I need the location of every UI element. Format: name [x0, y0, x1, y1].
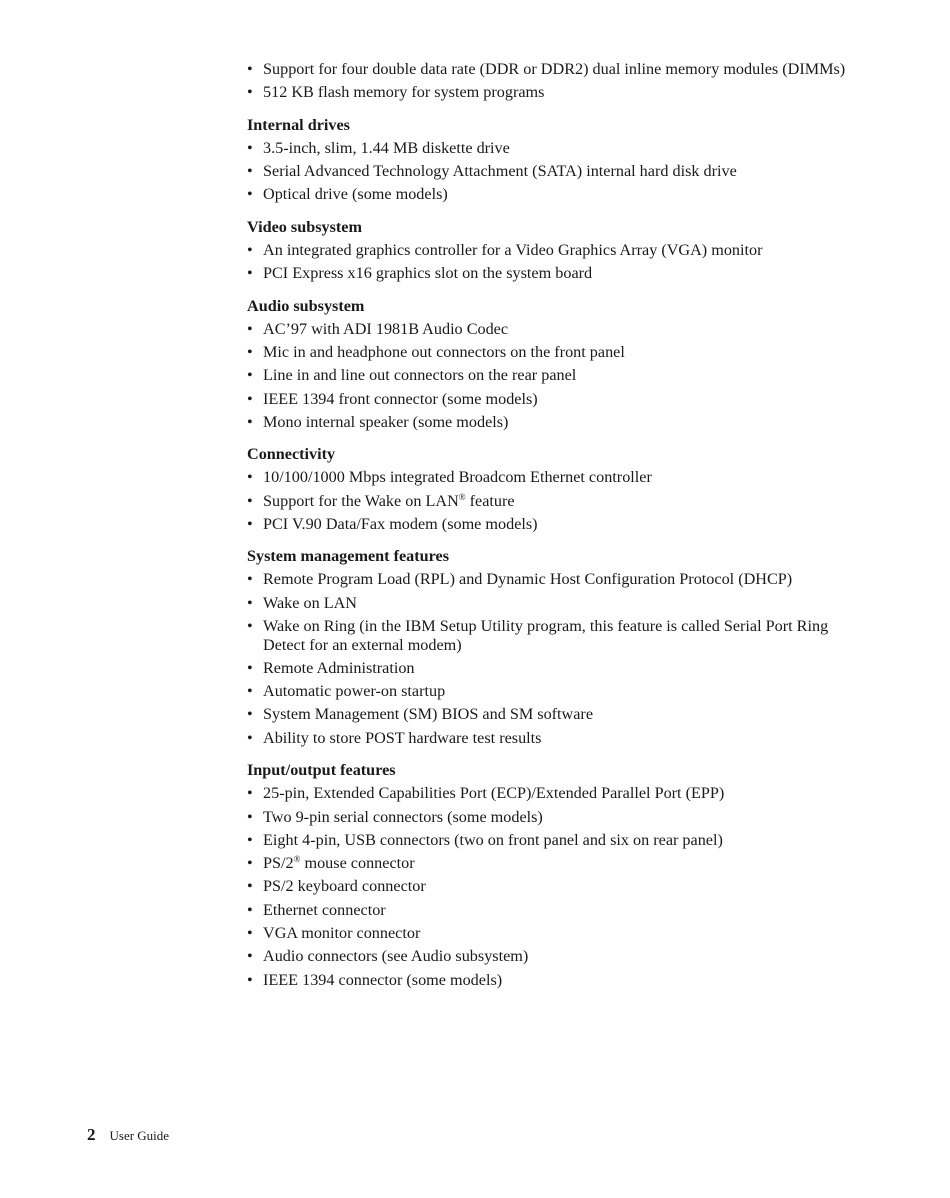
document-title: User Guide	[109, 1128, 170, 1143]
registered-mark: ®	[293, 854, 301, 865]
bullet-icon: •	[247, 784, 253, 803]
bullet-list	[247, 60, 847, 102]
list-item	[247, 264, 847, 283]
list-item-text: 3.5-inch, slim, 1.44 MB diskette drive	[263, 138, 510, 157]
list-item-text: Eight 4-pin, USB connectors (two on front panel and six on rear panel)	[263, 830, 723, 849]
list-item	[247, 83, 847, 102]
bullet-icon: •	[247, 807, 253, 826]
section-heading: Audio subsystem	[247, 296, 365, 315]
bullet-icon: •	[247, 342, 253, 361]
list-item	[247, 947, 847, 966]
bullet-icon: •	[247, 617, 253, 636]
bullet-icon: •	[247, 658, 253, 677]
bullet-icon: •	[247, 264, 253, 283]
section-heading: Video subsystem	[247, 217, 362, 236]
section-input-output	[247, 761, 847, 989]
page-footer	[87, 1125, 169, 1145]
list-item-text: Support for four double data rate (DDR or DDR2) dual inline memory modules (DIMMs)	[263, 60, 846, 78]
list-item	[247, 901, 847, 920]
section-heading: Input/output features	[247, 761, 396, 780]
list-item	[247, 60, 847, 79]
list-item-text: PS/2® mouse connector	[263, 854, 415, 873]
list-item	[247, 924, 847, 943]
list-item	[247, 366, 847, 385]
list-item	[247, 139, 847, 158]
section-heading: System management features	[247, 547, 450, 566]
list-item-text: IEEE 1394 connector (some models)	[263, 970, 503, 989]
bullet-list	[247, 784, 847, 989]
list-item	[247, 784, 847, 803]
page-number: 2	[87, 1125, 96, 1144]
list-item	[247, 877, 847, 896]
bullet-list	[247, 468, 847, 533]
section-connectivity	[247, 445, 847, 533]
list-item	[247, 185, 847, 204]
bullet-icon: •	[247, 854, 253, 873]
registered-mark: ®	[458, 491, 466, 502]
bullet-icon: •	[247, 319, 253, 338]
list-item	[247, 515, 847, 534]
bullet-icon: •	[247, 900, 253, 919]
list-item	[247, 971, 847, 990]
bullet-icon: •	[247, 366, 253, 385]
bullet-icon: •	[247, 682, 253, 701]
list-item	[247, 390, 847, 409]
bullet-icon: •	[247, 728, 253, 747]
section-heading: Connectivity	[247, 445, 336, 464]
list-item-text: An integrated graphics controller for a Video Graphics Array (VGA) monitor	[263, 240, 763, 259]
list-item-text: 25-pin, Extended Capabilities Port (ECP)/Extended Parallel Port (EPP)	[263, 784, 725, 803]
list-item-text: 512 KB flash memory for system programs	[263, 83, 545, 102]
list-item	[247, 413, 847, 432]
list-item	[247, 854, 847, 873]
section-system-management	[247, 547, 847, 747]
list-item	[247, 682, 847, 701]
bullet-icon: •	[247, 491, 253, 510]
list-item-text: PCI Express x16 graphics slot on the system board	[263, 264, 593, 283]
list-item	[247, 831, 847, 850]
bullet-icon: •	[247, 924, 253, 943]
list-item	[247, 241, 847, 260]
list-item	[247, 705, 847, 724]
list-item-text: Wake on Ring (in the IBM Setup Utility program, this feature is called Serial Port Ring Detect for an external modem)	[263, 617, 829, 654]
list-item-text: Wake on LAN	[263, 593, 357, 612]
list-item	[247, 162, 847, 181]
list-item-text: Ethernet connector	[263, 900, 386, 919]
list-item-text: Remote Program Load (RPL) and Dynamic Host Configuration Protocol (DHCP)	[263, 570, 793, 589]
bullet-icon: •	[247, 514, 253, 533]
bullet-icon: •	[247, 947, 253, 966]
bullet-list	[247, 241, 847, 283]
section-internal-drives	[247, 116, 847, 204]
list-item-text: PS/2 keyboard connector	[263, 877, 426, 896]
bullet-icon: •	[247, 412, 253, 431]
section-memory	[247, 60, 847, 102]
list-item	[247, 659, 847, 678]
bullet-icon: •	[247, 593, 253, 612]
bullet-icon: •	[247, 240, 253, 259]
list-item-text: Ability to store POST hardware test results	[263, 728, 542, 747]
list-item-text: Serial Advanced Technology Attachment (SATA) internal hard disk drive	[263, 162, 737, 181]
list-item	[247, 320, 847, 339]
bullet-icon: •	[247, 877, 253, 896]
bullet-icon: •	[247, 970, 253, 989]
bullet-icon: •	[247, 83, 253, 102]
list-item-text: VGA monitor connector	[263, 924, 421, 943]
list-item	[247, 343, 847, 362]
list-item-text: Line in and line out connectors on the rear panel	[263, 366, 577, 385]
bullet-icon: •	[247, 570, 253, 589]
list-item-text: Mono internal speaker (some models)	[263, 412, 509, 431]
list-item-text: IEEE 1394 front connector (some models)	[263, 389, 538, 408]
list-item	[247, 570, 847, 589]
bullet-icon: •	[247, 389, 253, 408]
bullet-list	[247, 139, 847, 204]
list-item	[247, 468, 847, 487]
bullet-icon: •	[247, 830, 253, 849]
section-audio-subsystem	[247, 297, 847, 432]
document-body	[247, 60, 847, 989]
list-item-text: AC’97 with ADI 1981B Audio Codec	[263, 319, 509, 338]
bullet-icon: •	[247, 468, 253, 487]
bullet-icon: •	[247, 705, 253, 724]
list-item	[247, 492, 847, 511]
list-item-text: Support for the Wake on LAN® feature	[263, 491, 515, 510]
list-item-text: Two 9-pin serial connectors (some models)	[263, 807, 543, 826]
bullet-list	[247, 320, 847, 432]
bullet-icon: •	[247, 60, 253, 78]
section-heading: Internal drives	[247, 115, 350, 134]
bullet-icon: •	[247, 185, 253, 204]
list-item-text: Optical drive (some models)	[263, 185, 448, 204]
section-video-subsystem	[247, 218, 847, 283]
bullet-icon: •	[247, 138, 253, 157]
bullet-list	[247, 570, 847, 747]
bullet-icon: •	[247, 162, 253, 181]
list-item-text: Remote Administration	[263, 658, 415, 677]
list-item-text: Automatic power-on startup	[263, 682, 446, 701]
list-item	[247, 594, 847, 613]
list-item	[247, 617, 847, 654]
list-item-text: 10/100/1000 Mbps integrated Broadcom Ethernet controller	[263, 468, 652, 487]
list-item-text: Audio connectors (see Audio subsystem)	[263, 947, 529, 966]
list-item-text: System Management (SM) BIOS and SM software	[263, 705, 594, 724]
list-item	[247, 729, 847, 748]
list-item	[247, 808, 847, 827]
list-item-text: PCI V.90 Data/Fax modem (some models)	[263, 514, 538, 533]
list-item-text: Mic in and headphone out connectors on the front panel	[263, 342, 625, 361]
